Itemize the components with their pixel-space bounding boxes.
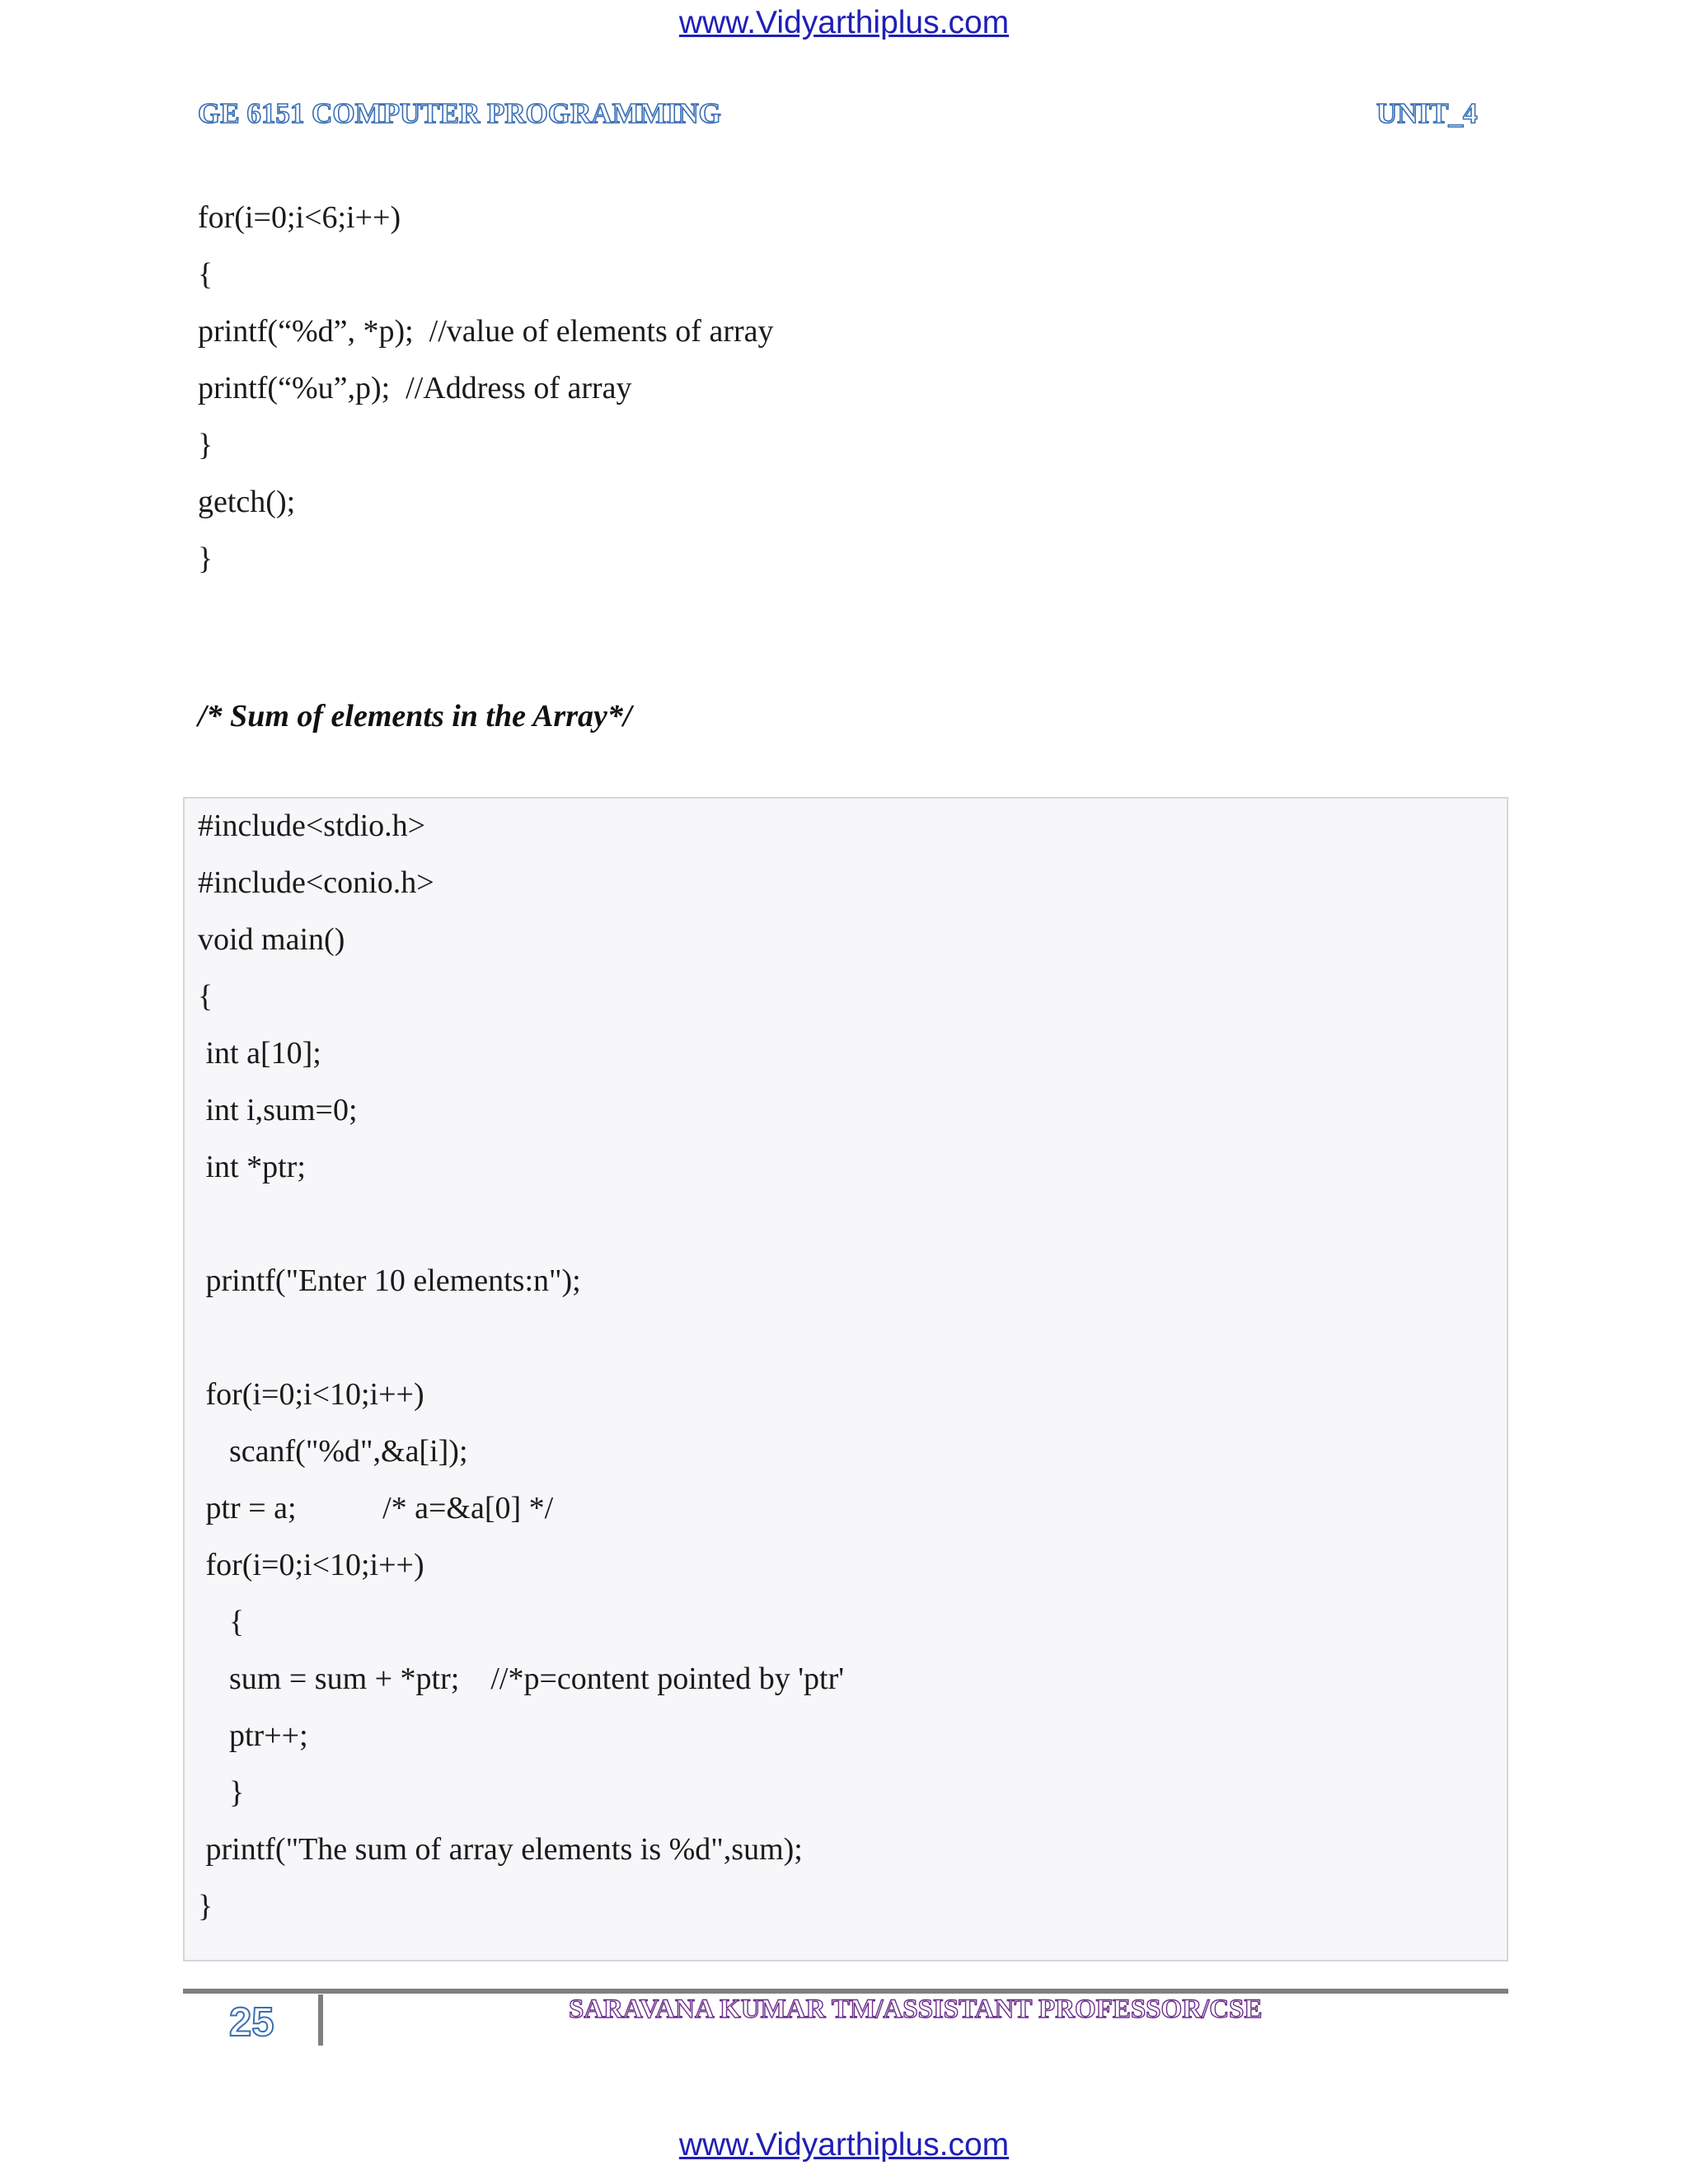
code-line: int *ptr;	[198, 1150, 306, 1184]
code-line: for(i=0;i<10;i++)	[198, 1377, 424, 1412]
code-line: getch();	[198, 485, 296, 519]
code-line: int i,sum=0;	[198, 1093, 358, 1127]
footer-divider	[318, 1994, 323, 2046]
footer-rule	[183, 1989, 1508, 1994]
code-line: }	[198, 541, 213, 576]
code-line: printf(“%u”,p); //Address of array	[198, 371, 632, 405]
site-link-top[interactable]: www.Vidyarthiplus.com	[678, 5, 1010, 40]
section-heading: /* Sum of elements in the Array*/	[198, 699, 632, 733]
course-title: GE 6151 COMPUTER PROGRAMMING	[198, 97, 721, 129]
code-line: printf(“%d”, *p); //value of elements of array	[198, 314, 774, 349]
code-line: }	[198, 428, 213, 462]
code-line: void main()	[198, 922, 345, 957]
code-line: #include<stdio.h>	[198, 808, 426, 843]
code-line: #include<conio.h>	[198, 865, 434, 900]
code-line: for(i=0;i<10;i++)	[198, 1548, 424, 1582]
code-line: scanf("%d",&a[i]);	[198, 1434, 468, 1469]
code-line: printf("The sum of array elements is %d",sum);	[198, 1832, 803, 1867]
code-line: }	[198, 1775, 245, 1810]
code-line: printf("Enter 10 elements:n");	[198, 1263, 581, 1298]
code-line: ptr++;	[198, 1718, 308, 1753]
site-link-bottom[interactable]: www.Vidyarthiplus.com	[678, 2127, 1010, 2163]
code-line: {	[198, 1605, 245, 1639]
code-line: {	[198, 257, 213, 292]
code-line: int a[10];	[198, 1036, 321, 1071]
code-line: ptr = a; /* a=&a[0] */	[198, 1491, 554, 1526]
code-line: for(i=0;i<6;i++)	[198, 200, 401, 235]
code-line: sum = sum + *ptr; //*p=content pointed by 'ptr'	[198, 1661, 845, 1696]
code-line: }	[198, 1889, 213, 1924]
page-number: 25	[229, 2000, 274, 2045]
code-line: {	[198, 979, 213, 1014]
unit-label: UNIT_4	[1376, 97, 1478, 129]
footer-author: SARAVANA KUMAR TM/ASSISTANT PROFESSOR/CSE	[569, 1994, 1263, 2024]
